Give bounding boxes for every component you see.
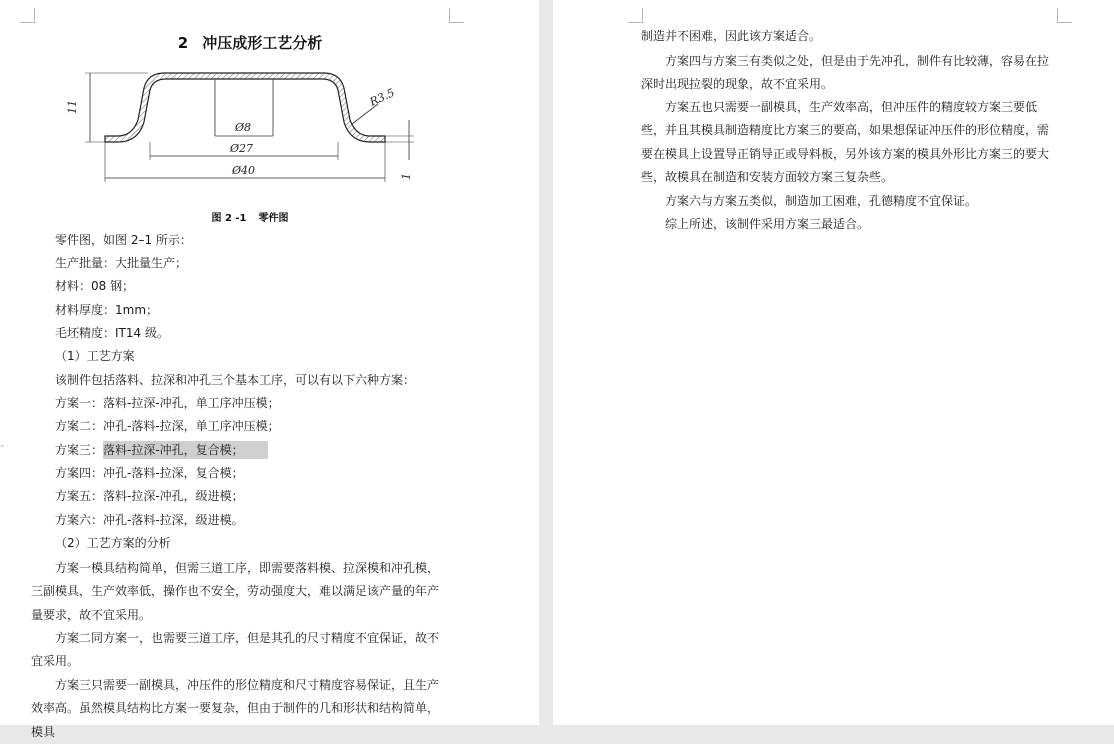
scheme-content: 冲孔-落料-拉深，级进模。 xyxy=(103,513,244,527)
text-line: 材料厚度：1mm； xyxy=(55,303,159,317)
scheme-line xyxy=(55,464,244,482)
section-heading xyxy=(0,32,500,53)
text-line: 生产批量：大批量生产； xyxy=(55,256,188,270)
paragraph: 方案一模具结构简单，但需三道工序，即需要落料模、拉深模和冲孔模，三副模具，生产效率低，操作也不安全，劳动强度大，难以满足该产量的年产量要求，故不宜采用。 xyxy=(31,561,440,622)
scheme-label: 方案一： xyxy=(55,396,104,410)
scheme-line xyxy=(55,417,280,435)
thk-dim-label: 1 xyxy=(400,173,413,180)
figure-caption-text: 零件图 xyxy=(258,213,289,224)
figure-caption xyxy=(0,209,500,224)
d-mid-dim-label: Ø27 xyxy=(230,142,254,155)
scheme-label: 方案三： xyxy=(55,443,104,457)
scheme-content: 冲孔-落料-拉深，复合模； xyxy=(103,466,244,480)
paragraph: 方案四与方案三有类似之处，但是由于先冲孔，制件有比较薄，容易在拉深时出现拉裂的现象，故不宜采用。 xyxy=(641,54,1050,92)
section-title: 冲压成形工艺分析 xyxy=(202,34,323,52)
paragraph: 综上所述，该制件采用方案三最适合。 xyxy=(665,217,870,231)
analysis-heading: （2）工艺方案的分析 xyxy=(55,536,171,550)
scheme-content: 冲孔-落料-拉深，单工序冲压模； xyxy=(103,419,280,433)
paragraph: 方案二同方案一，也需要三道工序，但是其孔的尺寸精度不宜保证，故不宜采用。 xyxy=(31,631,440,669)
radius-dim-label: R3.5 xyxy=(367,86,397,109)
scheme-label: 方案六： xyxy=(55,513,104,527)
text-line: 零件图，如图 2–1 所示： xyxy=(55,233,192,247)
section-number: 2 xyxy=(177,34,189,52)
scheme-content: 落料-拉深-冲孔，单工序冲压模； xyxy=(103,396,280,410)
scheme-content: 落料-拉深-冲孔，级进模； xyxy=(103,489,244,503)
paragraph: 方案三只需要一副模具，冲压件的形位精度和尺寸精度容易保证，且生产效率高。虽然模具结构比方案一要复杂，但由于制件的几和形状和结构简单，模具 xyxy=(31,678,440,739)
scheme-line xyxy=(55,487,244,505)
text-line: 毛坯精度：IT14 级。 xyxy=(55,326,169,340)
crop-mark-top-left xyxy=(628,8,643,23)
figure-caption-number: 图 2 -1 xyxy=(211,213,247,224)
scheme-line xyxy=(55,441,268,459)
scheme-label: 方案五： xyxy=(55,489,104,503)
scheme-line xyxy=(55,394,280,412)
crop-mark-top-right xyxy=(1057,8,1072,23)
text-line: 材料：08 钢； xyxy=(55,279,135,293)
d-outer-dim-label: Ø40 xyxy=(232,164,256,177)
scheme-label: 方案二： xyxy=(55,419,104,433)
scheme-line xyxy=(55,511,244,529)
crop-mark-top-left xyxy=(20,8,35,23)
scheme-label: 方案四： xyxy=(55,466,104,480)
part-drawing xyxy=(60,60,430,190)
selected-text[interactable]: 落料-拉深-冲孔，复合模； xyxy=(103,441,268,459)
paragraph: 方案六与方案五类似，制造加工困难，孔德精度不宜保证。 xyxy=(665,194,978,208)
d-hole-dim-label: Ø8 xyxy=(235,121,252,134)
text-line: （1）工艺方案 xyxy=(55,349,135,363)
crop-mark-top-right xyxy=(449,8,464,23)
margin-mark: ˇ xyxy=(0,446,5,456)
paragraph: 方案五也只需要一副模具，生产效率高，但冲压件的精度较方案三要低些，并且其模具制造精度比方案三的要高，如果想保证冲压件的形位精度，需要在模具上设置导正销导正或导料板，另外该方案的模具外形比方案三的要大些，故模具在制造和安装方面较方案三复杂些。 xyxy=(641,100,1050,185)
document-page-right xyxy=(553,0,1114,725)
height-dim-label: 11 xyxy=(66,100,79,114)
text-line: 制造并不困难，因此该方案适合。 xyxy=(641,29,822,43)
document-page-left xyxy=(0,0,539,739)
text-line: 该制件包括落料、拉深和冲孔三个基本工序，可以有以下六种方案： xyxy=(55,373,416,387)
